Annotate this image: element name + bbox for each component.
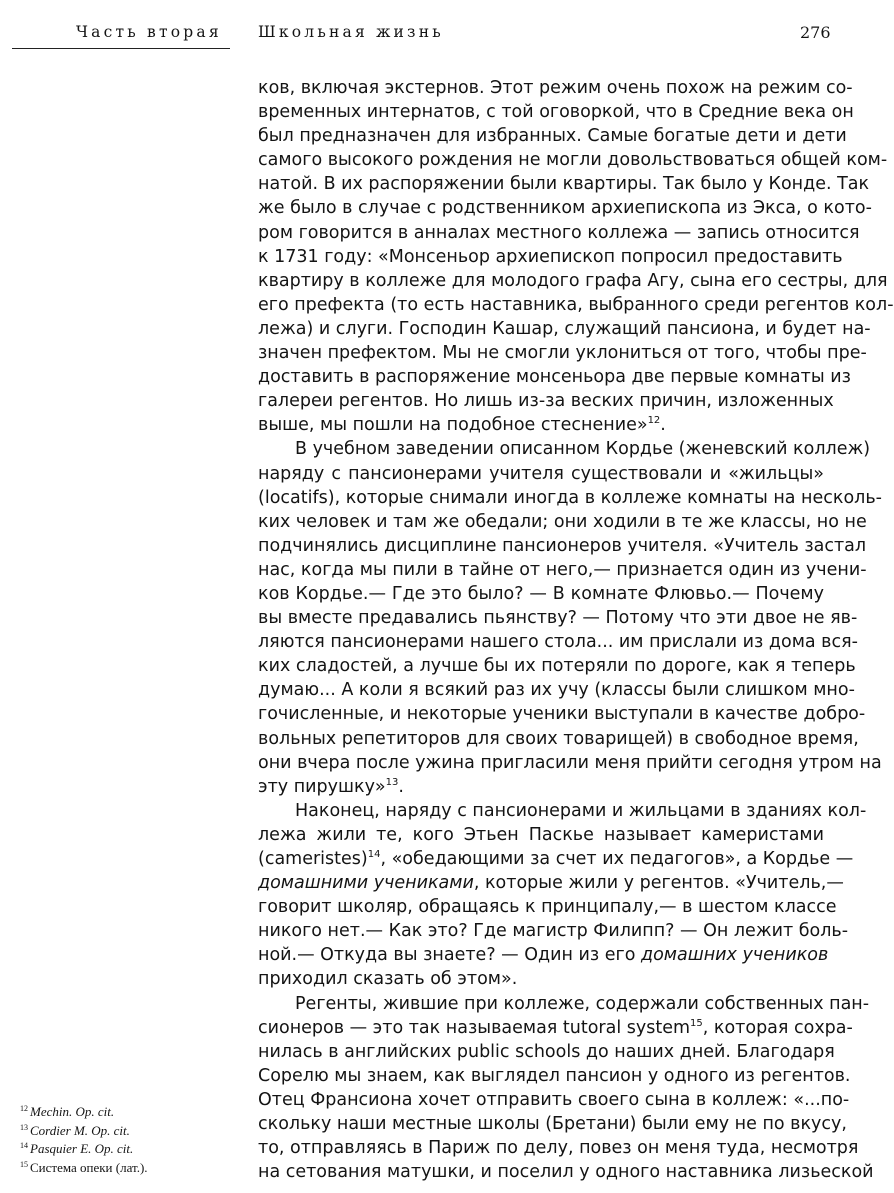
header-chapter-title: Школьная жизнь — [258, 23, 444, 41]
text-line: ких человек и там же обедали; они ходили в те же классы, но не — [258, 511, 867, 532]
header-rule — [12, 48, 230, 49]
text-segment: эту пирушку» — [258, 776, 386, 797]
text-segment: , которая сохра- — [702, 1017, 853, 1038]
text-line — [258, 847, 854, 871]
footnote — [20, 1120, 240, 1139]
text-line: они вчера после ужина пригласили меня прийти сегодня утром на — [258, 752, 882, 773]
text-segment: ной.— Откуда вы знаете? — Один из его — [258, 945, 641, 966]
text-line: временных интернатов, с той оговоркой, что в Средние века он — [258, 102, 854, 123]
text-line: был предназначен для избранных. Самые богатые дети и дети — [258, 126, 847, 147]
text-line: говорит школяр, обращаясь к принципалу,— в шестом классе — [258, 897, 837, 918]
italic-term: домашних учеников — [640, 945, 829, 966]
text-line: галереи регентов. Но лишь из-за веских причин, изложенных — [258, 391, 834, 412]
footnote-ref: 13 — [385, 776, 399, 788]
footnote — [20, 1157, 240, 1176]
text-line: думаю... А коли я всякий раз их учу (классы были слишком мно- — [258, 680, 855, 701]
text-line: В учебном заведении описанном Кордье (женевский коллеж) — [295, 439, 871, 460]
text-line — [258, 871, 844, 895]
footnote-number: 15 — [20, 1159, 28, 1169]
text-line: его префекта (то есть наставника, выбранного среди регентов кол- — [258, 294, 894, 315]
text-line: ляются пансионерами нашего стола... им прислали из дома вся- — [258, 632, 858, 653]
italic-term: домашними учениками — [258, 873, 474, 894]
text-line: ром говорится в анналах местного коллежа — запись относится — [258, 222, 860, 243]
main-text — [258, 76, 894, 1184]
text-line: скольку наши местные школы (Бретани) были ему не по вкусу, — [258, 1114, 847, 1135]
text-line: гочисленные, и некоторые ученики выступали в качестве добро- — [258, 704, 866, 725]
text-line: нас, когда мы пили в тайне от него,— признается один из учени- — [258, 559, 867, 580]
footnote-ref: 15 — [690, 1017, 703, 1029]
footnote-ref: 14 — [367, 849, 381, 860]
text-line: наряду с пансионерами учителя существовали и «жильцы» — [258, 463, 824, 484]
text-line: ких сладостей, а лучше бы их потеряли по дороге, как я теперь — [258, 656, 856, 677]
text-line — [258, 1016, 853, 1040]
text-line: к 1731 году: «Монсеньор архиепископ попросил предоставить — [258, 246, 843, 267]
text-line: Отец Франсиона хочет отправить своего сына в коллеж: «...по- — [258, 1089, 850, 1110]
text-line: Наконец, наряду с пансионерами и жильцами в зданиях кол- — [295, 800, 867, 821]
footnotes — [20, 1101, 240, 1175]
text-line: вы вместе предавались пьянству? — Потому что эти двое не яв- — [258, 608, 858, 629]
footnote-text: Mechin. Op. cit. — [30, 1104, 115, 1119]
text-line: лежа жили те, кого Этьен Паскье называет камеристами — [258, 824, 824, 845]
text-line: на сетования матушки, и поселил у одного наставника лизьеской — [258, 1162, 874, 1183]
text-line: вольных репетиторов для своих товарищей) в свободное время, — [258, 728, 859, 749]
page-number: 276 — [800, 23, 831, 42]
footnote-text: Pasquier E. Op. cit. — [30, 1141, 134, 1156]
text-segment: , «обедающими за счет их педагогов», а Кордье — — [380, 849, 854, 869]
text-line: эту пирушку»$^{13}$. — [258, 776, 404, 797]
text-line: натой. В их распоряжении были квартиры. Так было у Конде. Так — [258, 174, 870, 195]
text-segment: сионеров — это так называемая tutoral system — [258, 1017, 691, 1038]
text-line: ков, включая экстернов. Этот режим очень похож на режим со- — [258, 78, 853, 98]
text-segment: выше, мы пошли на подобное стеснение» — [258, 415, 648, 436]
footnote — [20, 1101, 240, 1120]
text-segment: , которые жили у регентов. «Учитель,— — [473, 873, 844, 894]
text-line — [258, 943, 829, 967]
text-line: лежа) и слуги. Господин Кашар, служащий пансиона, и будет на- — [258, 318, 871, 339]
text-line: Сорелю мы знаем, как выглядел пансион у одного из регентов. — [258, 1065, 851, 1086]
text-line: подчинялись дисциплине пансионеров учителя. «Учитель застал — [258, 535, 867, 556]
text-line: значен префектом. Мы не смогли уклониться от того, чтобы пре- — [258, 343, 867, 364]
text-line: доставить в распоряжение монсеньора две первые комнаты из — [258, 367, 851, 388]
text-line: то, отправляясь в Париж по делу, повез он меня туда, несмотря — [258, 1138, 859, 1159]
text-line: нилась в английских public schools до наших дней. Благодаря — [258, 1041, 835, 1062]
text-line: (locatifs), которые снимали иногда в коллеже комнаты на несколь- — [258, 487, 882, 508]
text-line: никого нет.— Как это? Где магистр Филипп? — Он лежит боль- — [258, 921, 849, 942]
text-line: ков Кордье.— Где это было? — В комнате Флювьо.— Почему — [258, 583, 824, 604]
footnote-number: 12 — [20, 1104, 28, 1113]
footnote-text: Система опеки (лат.). — [30, 1159, 148, 1175]
text-segment: (cameristes) — [258, 849, 368, 869]
footnote-ref: 12 — [647, 415, 661, 427]
text-line: же было в случае с родственником архиепископа из Экса, о кото- — [258, 198, 872, 219]
footnote-text: Cordier M. Op. cit. — [30, 1122, 130, 1138]
text-line: приходил сказать об этом». — [258, 969, 518, 990]
footnote-number: 14 — [20, 1141, 28, 1150]
footnote — [20, 1138, 240, 1157]
text-line: квартиру в коллеже для молодого графа Агу, сына его сестры, для — [258, 270, 888, 291]
footnote-number: 13 — [20, 1122, 28, 1132]
running-header — [0, 22, 854, 52]
header-part-title: Часть вторая — [76, 23, 222, 41]
text-line: Регенты, жившие при коллеже, содержали собственных пан- — [295, 993, 870, 1014]
text-line: самого высокого рождения не могли довольствоваться общей ком- — [258, 150, 888, 171]
text-line: выше, мы пошли на подобное стеснение»$^{12}$. — [258, 415, 666, 436]
